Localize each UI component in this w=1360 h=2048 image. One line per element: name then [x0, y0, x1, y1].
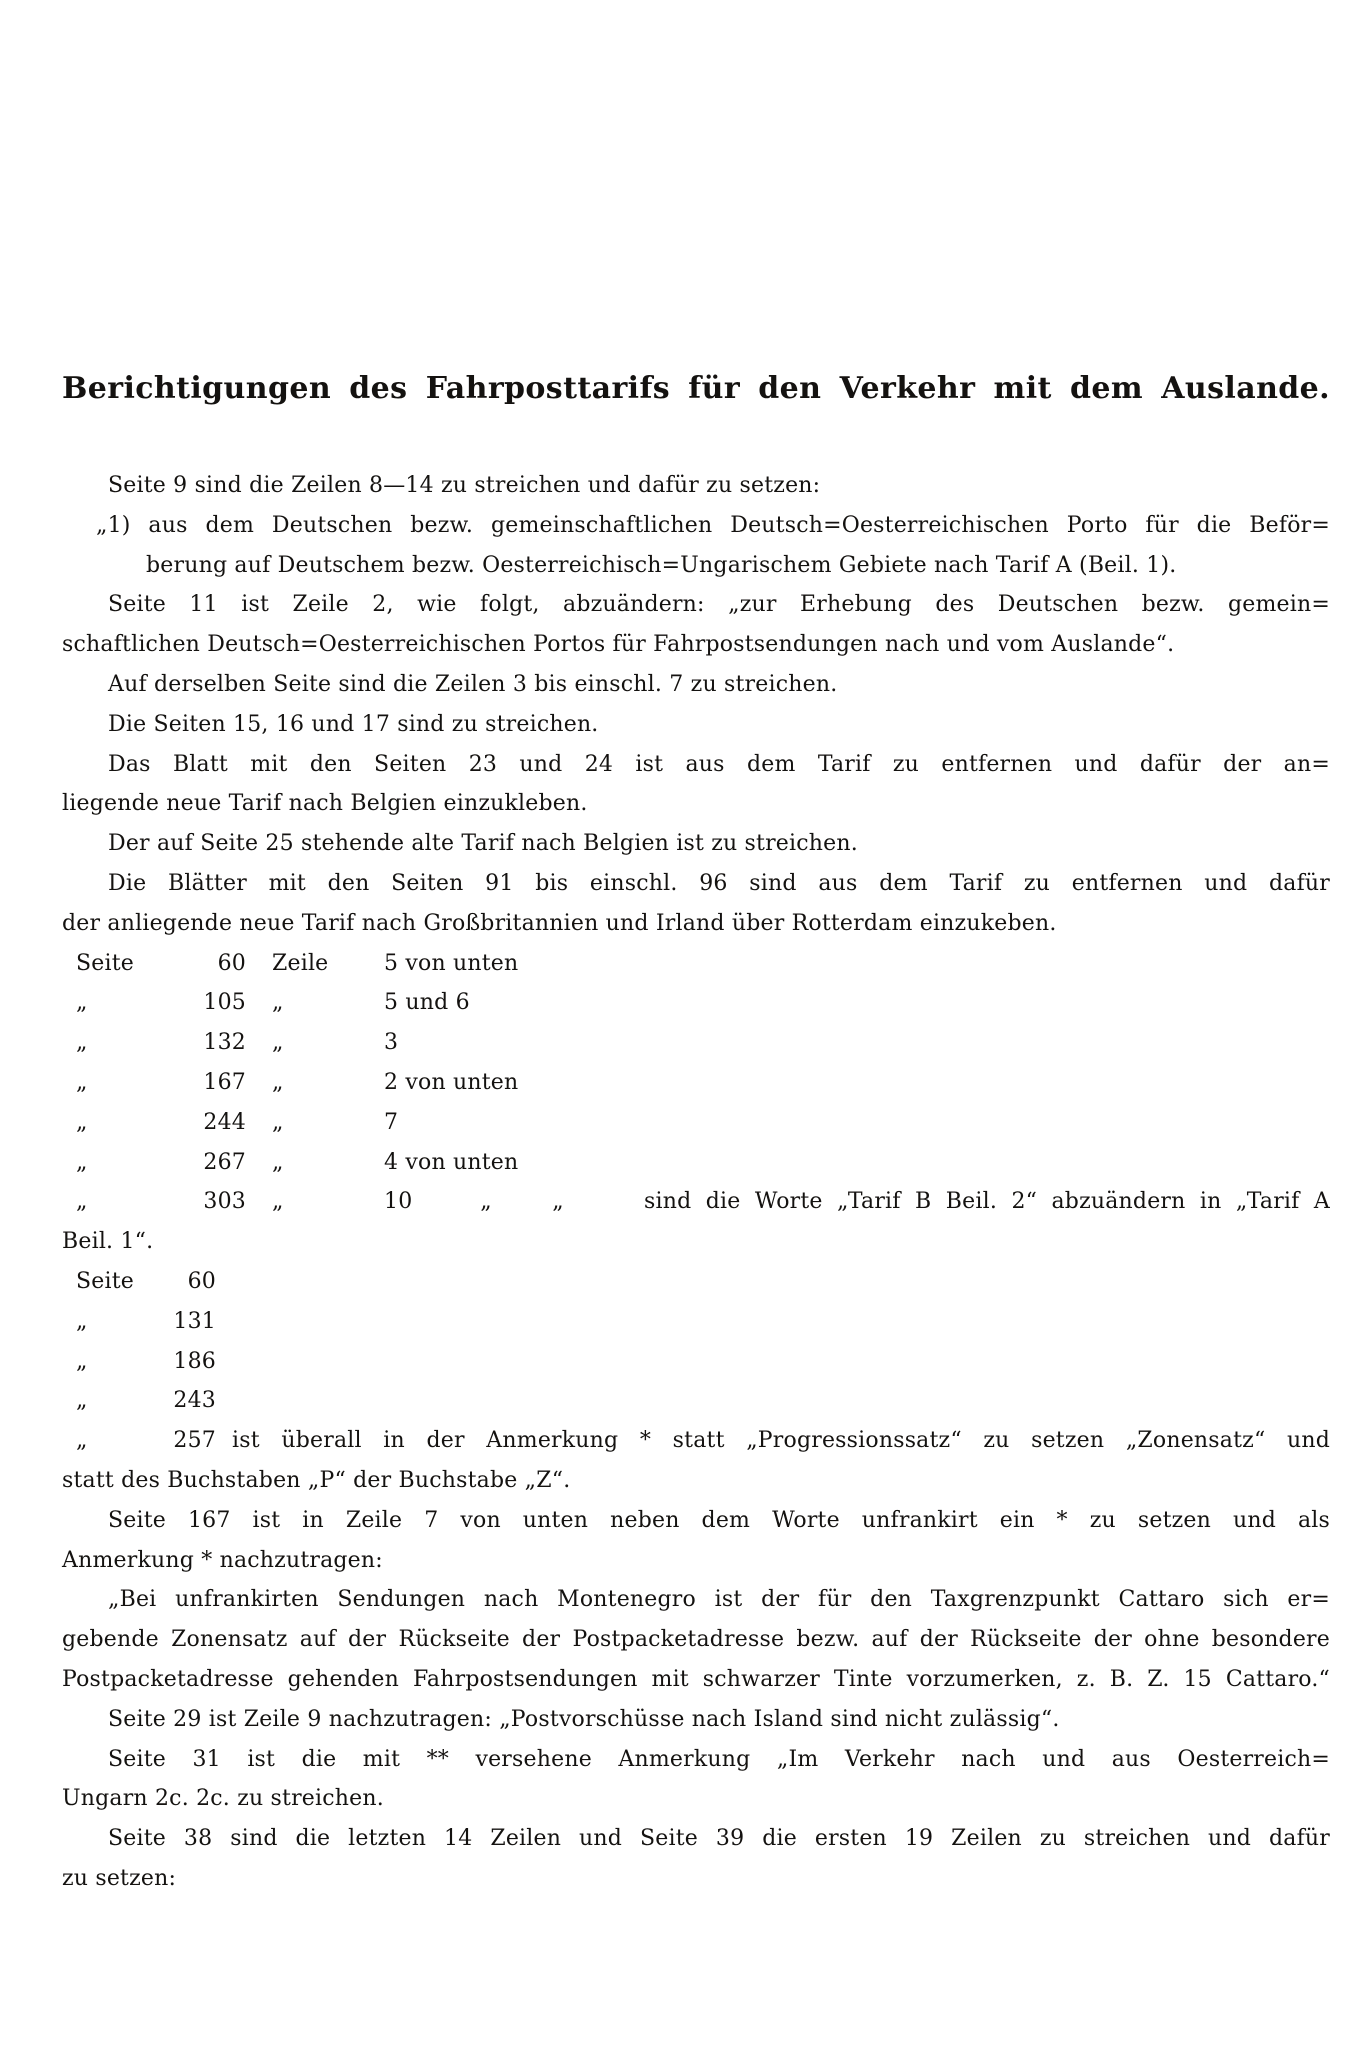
col-line-ref: 10	[384, 1189, 413, 1215]
text-line: Postpacketadresse gehenden Fahrpostsendungen mit schwarzer Tinte vorzumerken, z. B. Z. 15 Cattaro.“	[62, 1666, 1330, 1692]
ditto-mark: „	[76, 1069, 88, 1095]
col-line-ref: 4 von unten	[384, 1149, 519, 1175]
ditto-mark: „	[272, 990, 284, 1016]
correction-row	[62, 1063, 1330, 1103]
text-line: Seite 31 ist die mit ** versehene Anmerkung „Im Verkehr nach und aus Oesterreich=	[108, 1746, 1330, 1772]
row-instruction: sind die Worte „Tarif B Beil. 2“ abzuändern in „Tarif A	[644, 1189, 1330, 1215]
ditto-mark: „	[272, 1069, 284, 1095]
ditto-mark: „	[76, 1348, 88, 1374]
correction-row	[62, 1302, 1330, 1342]
correction-row	[62, 1381, 1330, 1421]
text-line: Die Blätter mit den Seiten 91 bis einschl. 96 sind aus dem Tarif zu entfernen und dafür	[108, 870, 1330, 896]
col-line-ref: 7	[384, 1109, 399, 1135]
text-line: der anliegende neue Tarif nach Großbritannien und Irland über Rotterdam einzukeben.	[62, 910, 1057, 936]
col-page-number: 60	[217, 950, 246, 976]
text-line: Seite 29 ist Zeile 9 nachzutragen: „Postvorschüsse nach Island sind nicht zulässig“.	[108, 1706, 1060, 1732]
col-page-number: 257	[173, 1428, 216, 1454]
text-line: Seite 11 ist Zeile 2, wie folgt, abzuändern: „zur Erhebung des Deutschen bezw. gemein=	[108, 592, 1330, 618]
text-line: Das Blatt mit den Seiten 23 und 24 ist aus dem Tarif zu entfernen und dafür der an=	[108, 751, 1330, 777]
correction-row	[62, 1262, 1330, 1302]
col-page-number: 303	[203, 1189, 246, 1215]
ditto-mark: „	[552, 1189, 564, 1215]
text-block	[62, 366, 1330, 1899]
text-line: Die Seiten 15, 16 und 17 sind zu streichen.	[108, 711, 599, 737]
col-line-ref: 5 von unten	[384, 950, 519, 976]
ditto-mark: „	[272, 1109, 284, 1135]
page-title: Berichtigungen des Fahrposttarifs für den Verkehr mit dem Auslande.	[62, 371, 1330, 406]
ditto-mark: „	[272, 1030, 284, 1056]
correction-row	[62, 1421, 1330, 1461]
col-line-ref: 5 und 6	[384, 990, 470, 1016]
correction-row	[62, 983, 1330, 1023]
ditto-mark: „	[76, 1030, 88, 1056]
text-line: schaftlichen Deutsch=Oesterreichischen Portos für Fahrpostsendungen nach und vom Auslande“.	[62, 632, 1175, 658]
correction-row	[62, 944, 1330, 984]
row-instruction: ist überall in der Anmerkung * statt „Progressionssatz“ zu setzen „Zonensatz“ und	[232, 1428, 1330, 1454]
col-label: Seite	[76, 1268, 134, 1294]
col-page-number: 60	[187, 1268, 216, 1294]
ditto-mark: „	[272, 1189, 284, 1215]
text-line: Beil. 1“.	[62, 1229, 154, 1255]
correction-row	[62, 1182, 1330, 1222]
text-line: „1) aus dem Deutschen bezw. gemeinschaftlichen Deutsch=Oesterreichischen Porto für die Beför=	[96, 512, 1330, 538]
text-line: Seite 167 ist in Zeile 7 von unten neben dem Worte unfrankirt ein * zu setzen und als	[108, 1507, 1330, 1533]
col-page-number: 243	[173, 1388, 216, 1414]
col-page-number: 132	[203, 1030, 246, 1056]
col-page-number: 131	[173, 1308, 216, 1334]
text-line: Auf derselben Seite sind die Zeilen 3 bis einschl. 7 zu streichen.	[108, 671, 838, 697]
text-line: Anmerkung * nachzutragen:	[62, 1547, 383, 1573]
col-label: Seite	[76, 950, 134, 976]
col-page-number: 105	[203, 990, 246, 1016]
ditto-mark: „	[480, 1189, 492, 1215]
text-line: berung auf Deutschem bezw. Oesterreichisch=Ungarischem Gebiete nach Tarif A (Beil. 1).	[146, 552, 1177, 578]
col-zeile-label: Zeile	[272, 950, 329, 976]
ditto-mark: „	[76, 1428, 88, 1454]
ditto-mark: „	[76, 1149, 88, 1175]
ditto-mark: „	[272, 1149, 284, 1175]
ditto-mark: „	[76, 1189, 88, 1215]
ditto-mark: „	[76, 1388, 88, 1414]
text-line: Seite 9 sind die Zeilen 8—14 zu streichen und dafür zu setzen:	[108, 473, 821, 498]
correction-row	[62, 1143, 1330, 1183]
col-page-number: 267	[203, 1149, 246, 1175]
col-page-number: 244	[203, 1109, 246, 1135]
text-line: „Bei unfrankirten Sendungen nach Montenegro ist der für den Taxgrenzpunkt Cattaro sich er=	[108, 1587, 1330, 1613]
text-line: zu setzen:	[62, 1865, 177, 1891]
col-page-number: 186	[173, 1348, 216, 1374]
text-line: Seite 38 sind die letzten 14 Zeilen und Seite 39 die ersten 19 Zeilen zu streichen und dafür	[108, 1826, 1330, 1852]
ditto-mark: „	[76, 1308, 88, 1334]
correction-row	[62, 1023, 1330, 1063]
col-line-ref: 2 von unten	[384, 1069, 519, 1095]
ditto-mark: „	[76, 1109, 88, 1135]
text-line: gebende Zonensatz auf der Rückseite der Postpacketadresse bezw. auf der Rückseite der ohne besondere	[62, 1627, 1330, 1653]
text-line: Der auf Seite 25 stehende alte Tarif nach Belgien ist zu streichen.	[108, 831, 858, 857]
text-line: Ungarn 2c. 2c. zu streichen.	[62, 1786, 384, 1812]
text-line: statt des Buchstaben „P“ der Buchstabe „Z“.	[62, 1467, 571, 1493]
col-line-ref: 3	[384, 1030, 399, 1056]
ditto-mark: „	[76, 990, 88, 1016]
col-page-number: 167	[203, 1069, 246, 1095]
correction-row	[62, 1103, 1330, 1143]
correction-row	[62, 1342, 1330, 1382]
text-line: liegende neue Tarif nach Belgien einzukleben.	[62, 791, 588, 817]
